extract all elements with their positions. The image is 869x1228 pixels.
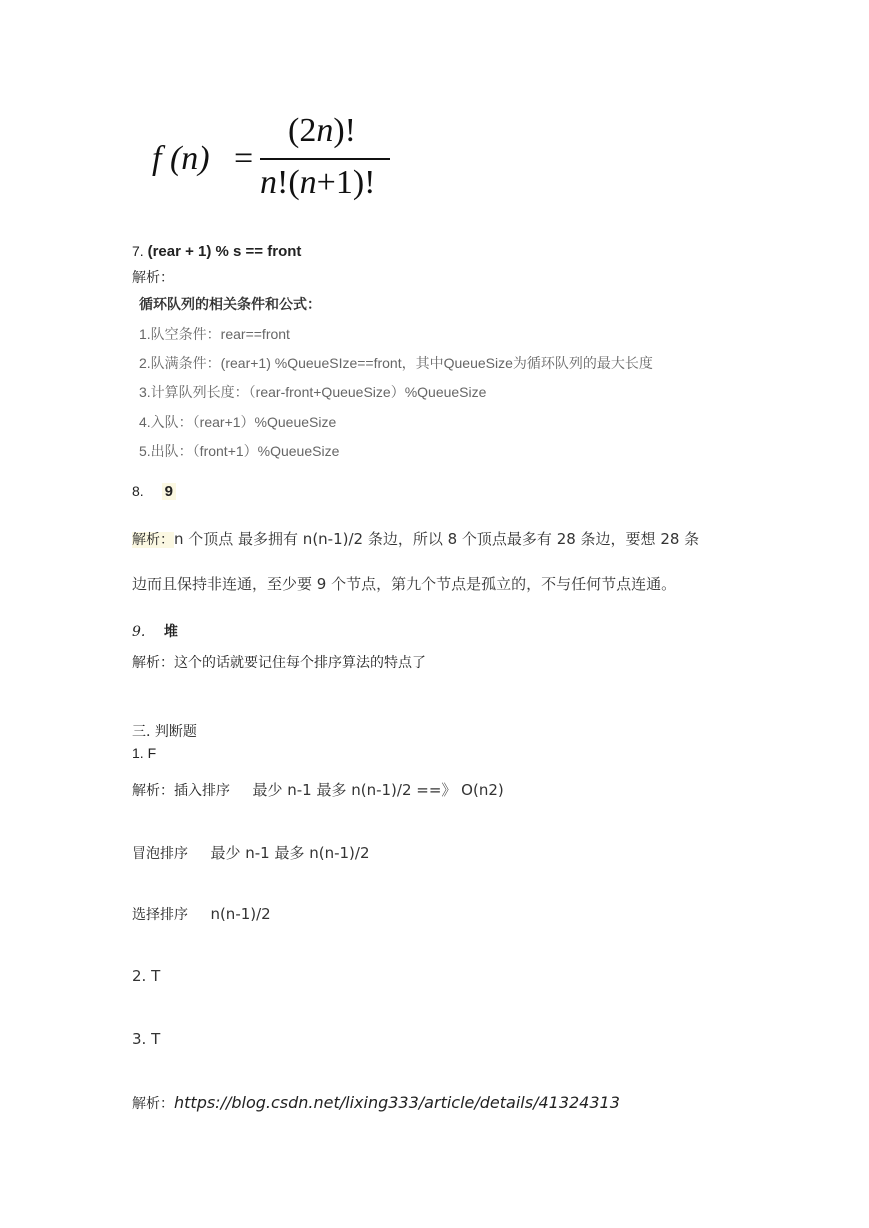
selection-sort-text: n(n-1)/2 (210, 905, 271, 923)
q8-analysis-text2: 边而且保持非连通，至少要 9 个节点，第九个节点是孤立的，不与任何节点连通。 (132, 575, 677, 593)
q8-number: 8. (132, 483, 144, 499)
q9-answer: 堆 (163, 624, 178, 640)
note-item: 4.入队：（rear+1）%QueueSize (139, 414, 337, 430)
formula-lhs: f (n) (152, 140, 210, 177)
selection-sort-label: 选择排序 (132, 907, 188, 923)
formula-numerator: (2n)! (288, 112, 356, 149)
q9-line (132, 621, 178, 641)
q9-analysis: 解析：这个的话就要记住每个排序算法的特点了 (132, 655, 426, 671)
q8-analysis-text1: n 个顶点 最多拥有 n(n-1)/2 条边，所以 8 个顶点最多有 28 条边，要想 28 条 (174, 530, 700, 548)
insertion-sort-text: 最少 n-1 最多 n(n-1)/2 ==》 O(n2) (252, 781, 504, 799)
judge-q3: 3. T (132, 1030, 161, 1048)
reference-line (132, 1093, 620, 1113)
note-item: 1.队空条件：rear==front (139, 326, 290, 342)
bubble-sort-text: 最少 n-1 最多 n(n-1)/2 (210, 844, 370, 862)
note-item: 2.队满条件：(rear+1) %QueueSIze==front，其中QueueSize为循环队列的最大长度 (139, 355, 653, 371)
bubble-sort-line (132, 842, 370, 863)
catalan-formula (152, 112, 402, 212)
note-item: 5.出队：（front+1）%QueueSize (139, 443, 340, 459)
q7-number: 7. (132, 243, 144, 259)
selection-sort-line (132, 904, 271, 924)
reference-link[interactable]: https://blog.csdn.net/lixing333/article/details/41324313 (174, 1093, 620, 1112)
bubble-sort-label: 冒泡排序 (132, 846, 188, 862)
section3-heading: 三. 判断题 (132, 724, 197, 740)
insertion-sort-label: 解析：插入排序 (132, 783, 230, 799)
q9-number: 9. (132, 624, 146, 640)
judge-q2: 2. T (132, 967, 161, 985)
reference-label: 解析： (132, 1096, 174, 1112)
q8-line (132, 483, 176, 500)
note-title: 循环队列的相关条件和公式： (139, 296, 321, 312)
q7-analysis-label: 解析： (132, 270, 174, 286)
q8-analysis-label: 解析： (132, 532, 174, 548)
q8-answer: 9 (162, 483, 176, 500)
formula-fraction-bar (260, 158, 390, 160)
q7-answer: (rear + 1) % s == front (147, 243, 302, 260)
q8-analysis-line1 (132, 528, 699, 549)
judge-q1: 1. F (132, 745, 157, 761)
q7-line (132, 243, 301, 260)
insertion-sort-line (132, 779, 504, 800)
formula-denominator: n!(n+1)! (260, 164, 376, 201)
note-item: 3.计算队列长度：（rear-front+QueueSize）%QueueSize (139, 384, 487, 400)
formula-equals: = (234, 140, 254, 177)
circular-queue-note (133, 290, 693, 462)
